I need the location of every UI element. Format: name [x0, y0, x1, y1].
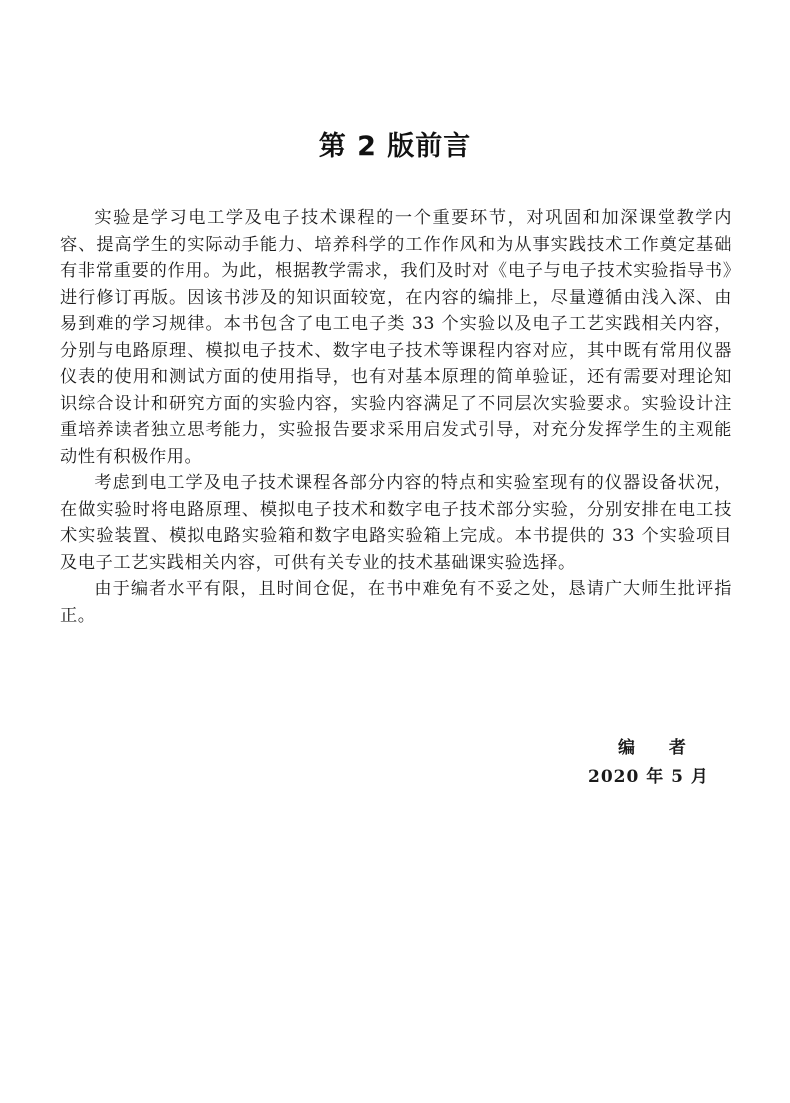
signature-block — [588, 734, 718, 792]
paragraph-2: 考虑到电工学及电子技术课程各部分内容的特点和实验室现有的仪器设备状况，在做实验时将电路原理、模拟电子技术和数字电子技术部分实验，分别安排在电工技术实验装置、模拟电路实验箱和数字电路实验箱上完成。本书提供的 33 个实验项目及电子工艺实践相关内容，可供有关专业的技术基础课实验选择。 — [60, 473, 732, 573]
paragraph-3: 由于编者水平有限，且时间仓促，在书中难免有不妥之处，恳请广大师生批评指正。 — [60, 579, 732, 626]
signature-author: 编 者 — [618, 738, 700, 758]
paragraph-1: 实验是学习电工学及电子技术课程的一个重要环节，对巩固和加深课堂教学内容、提高学生的实际动手能力、培养科学的工作作风和为从事实践技术工作奠定基础有非常重要的作用。为此，根据教学需求，我们及时对《电子与电子技术实验指导书》进行修订再版。因该书涉及的知识面较宽，在内容的编排上，尽量遵循由浅入深、由易到难的学习规律。本书包含了电工电子类 33 个实验以及电子工艺实践相关内容，分别与电路原理、模拟电子技术、数字电子技术等课程内容对应，其中既有常用仪器仪表的使用和测试方面的使用指导，也有对基本原理的简单验证，还有需要对理论知识综合设计和研究方面的实验内容，实验内容满足了不同层次实验要求。实验设计注重培养读者独立思考能力，实验报告要求采用启发式引导，对充分发挥学生的主观能动性有积极作用。 — [60, 208, 732, 467]
page-title: 第 2 版前言 — [318, 131, 472, 162]
preface-body — [60, 205, 732, 629]
signature-date: 2020 年 5 月 — [588, 767, 709, 787]
